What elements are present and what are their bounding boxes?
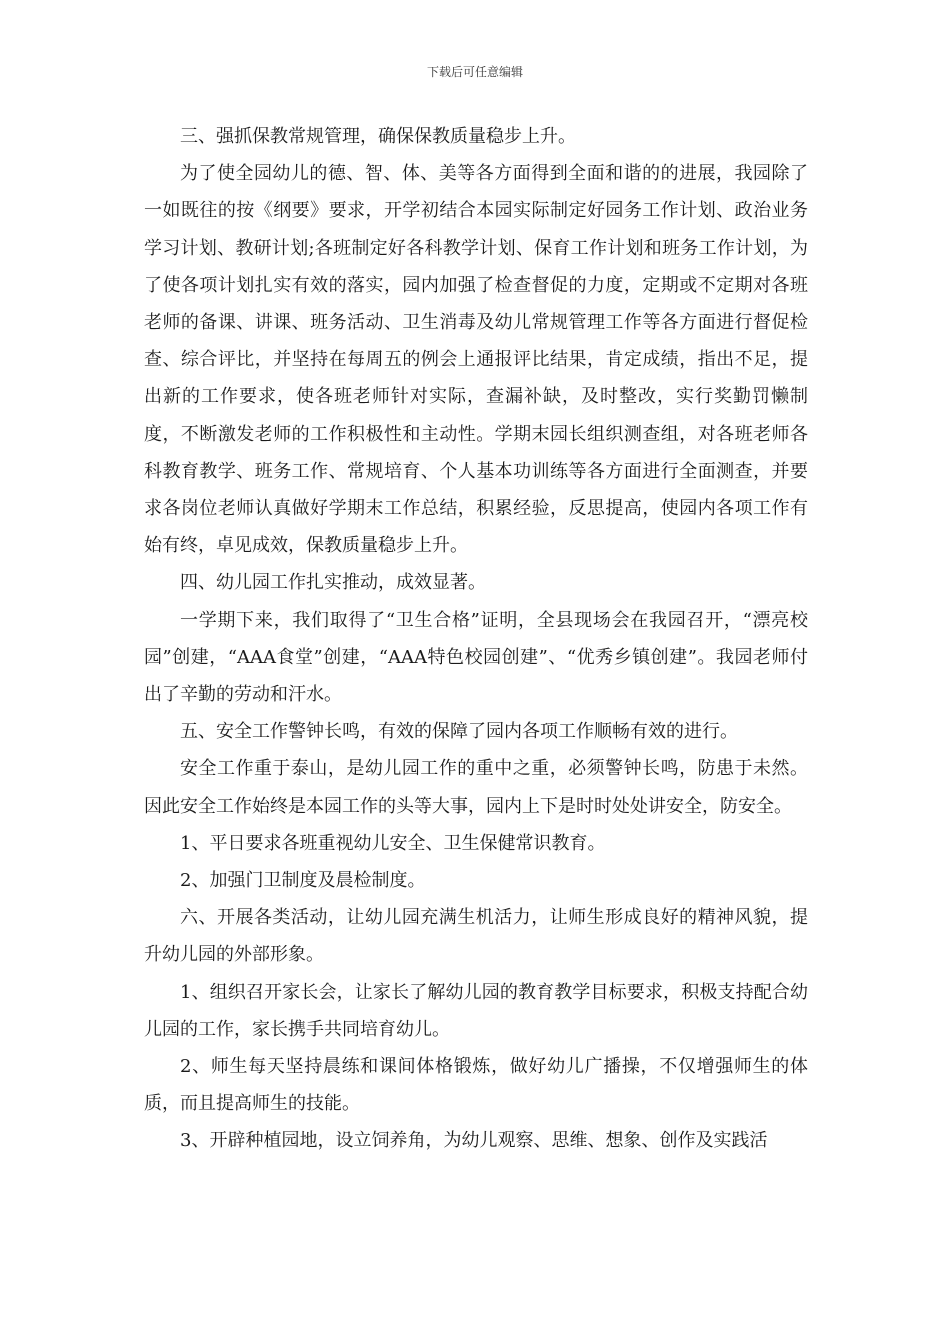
list-item: 1、组织召开家长会，让家长了解幼儿园的教育教学目标要求，积极支持配合幼儿园的工作，家长携手共同培育幼儿。 — [144, 981, 808, 1040]
page-header-note: 下载后可任意编辑 — [426, 65, 523, 79]
document-body — [144, 118, 808, 1160]
section-heading-3: 三、强抓保教常规管理，确保保教质量稳步上升。 — [180, 126, 576, 147]
body-paragraph: 为了使全园幼儿的德、智、体、美等各方面得到全面和谐的的进展，我园除了一如既往的按《纲要》要求，开学初结合本园实际制定好园务工作计划、政治业务学习计划、教研计划;各班制定好各科教学计划、保育工作计划和班务工作计划，为了使各项计划扎实有效的落实，园内加强了检查督促的力度，定期或不定期对各班老师的备课、讲课、班务活动、卫生消毒及幼儿常规管理工作等各方面进行督促检查、综合评比，并坚持在每周五的例会上通报评比结果，肯定成绩，指出不足，提出新的工作要求，使各班老师针对实际，查漏补缺，及时整改，实行奖勤罚懒制度，不断激发老师的工作积极性和主动性。学期末园长组织测查组，对各班老师各科教育教学、班务工作、常规培育、个人基本功训练等各方面进行全面测查，并要求各岗位老师认真做好学期末工作总结，积累经验，反思提高，使园内各项工作有始有终，卓见成效，保教质量稳步上升。 — [144, 163, 808, 557]
list-item: 1、平日要求各班重视幼儿安全、卫生保健常识教育。 — [180, 832, 606, 854]
list-item: 3、开辟种植园地，设立饲养角，为幼儿观察、思维、想象、创作及实践活 — [180, 1130, 768, 1152]
list-item: 2、加强门卫制度及晨检制度。 — [180, 870, 426, 892]
section-heading-5: 五、安全工作警钟长鸣，有效的保障了园内各项工作顺畅有效的进行。 — [180, 721, 738, 743]
section-heading-4: 四、幼儿园工作扎实推动，成效显著。 — [180, 572, 486, 594]
body-paragraph: 安全工作重于泰山，是幼儿园工作的重中之重，必须警钟长鸣，防患于未然。因此安全工作始终是本园工作的头等大事，园内上下是时时处处讲安全，防安全。 — [144, 758, 808, 817]
body-paragraph: 一学期下来，我们取得了“卫生合格”证明，全县现场会在我园召开，“漂亮校园”创建，“AAA食堂”创建，“AAA特色校园创建”、“优秀乡镇创建”。我园老师付出了辛勤的劳动和汗水。 — [144, 609, 808, 706]
list-item: 2、师生每天坚持晨练和课间体格锻炼，做好幼儿广播操，不仅增强师生的体质，而且提高师生的技能。 — [144, 1056, 808, 1115]
section-heading-6: 六、开展各类活动，让幼儿园充满生机活力，让师生形成良好的精神风貌，提升幼儿园的外部形象。 — [144, 907, 808, 966]
